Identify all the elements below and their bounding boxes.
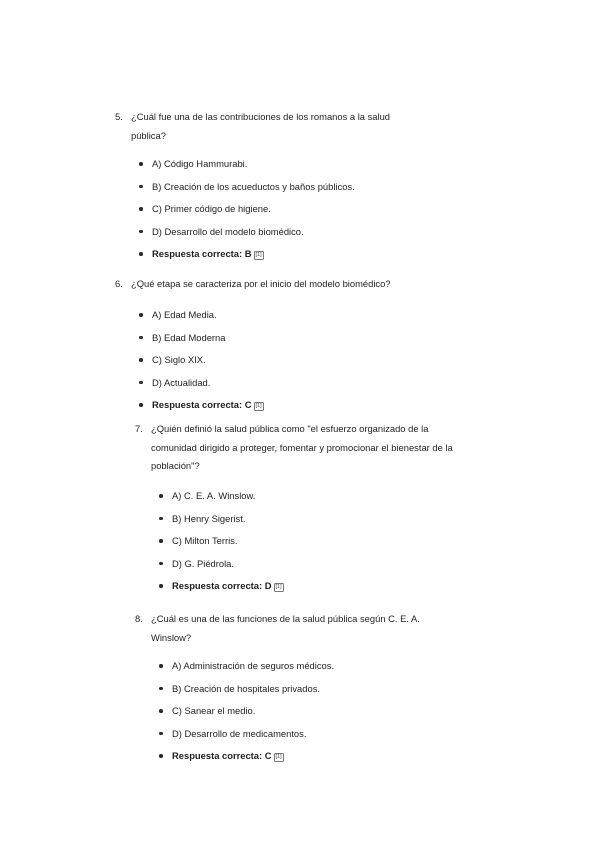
correct-answer (152, 398, 264, 421)
answer-label: Respuesta correcta: C (172, 750, 272, 762)
citation-link[interactable]: [1] (275, 584, 282, 591)
question-number: 5. (115, 111, 123, 122)
option-b: B) Henry Sigerist. (172, 512, 284, 535)
question-text: ¿Qué etapa se caracteriza por el inicio del modelo biomédico? (131, 278, 391, 289)
answer-label: Respuesta correcta: D (172, 580, 272, 592)
question-7 (135, 420, 466, 476)
option-d: D) G. Piédrola. (172, 557, 284, 580)
option-c: C) Siglo XIX. (152, 353, 264, 376)
option-a: A) Código Hammurabi. (152, 157, 355, 180)
option-b: B) Creación de los acueductos y baños públicos. (152, 180, 355, 203)
citation-link[interactable]: [1] (255, 403, 262, 410)
citation-link[interactable]: [1] (255, 252, 262, 259)
option-c: C) Sanear el medio. (172, 704, 334, 727)
option-d: D) Desarrollo de medicamentos. (172, 727, 334, 750)
option-c: C) Primer código de higiene. (152, 202, 355, 225)
question-5 (115, 108, 416, 145)
question-number: 7. (135, 423, 143, 434)
option-d: D) Desarrollo del modelo biomédico. (152, 225, 355, 248)
question-6 (115, 275, 431, 294)
option-a: A) Edad Media. (152, 308, 264, 331)
question-number: 6. (115, 278, 123, 289)
correct-answer (152, 247, 355, 270)
question-text: ¿Cuál es una de las funciones de la salud pública según C. E. A. Winslow? (151, 613, 420, 643)
option-list (152, 157, 355, 270)
option-b: B) Creación de hospitales privados. (172, 682, 334, 705)
citation-link[interactable]: [1] (275, 754, 282, 761)
correct-answer (172, 749, 334, 772)
question-number: 8. (135, 613, 143, 624)
answer-label: Respuesta correcta: B (152, 248, 252, 260)
question-text: ¿Cuál fue una de las contribuciones de los romanos a la salud pública? (131, 111, 391, 141)
option-a: A) C. E. A. Winslow. (172, 489, 284, 512)
option-b: B) Edad Moderna (152, 331, 264, 354)
option-d: D) Actualidad. (152, 376, 264, 399)
question-8 (135, 610, 451, 647)
option-list (152, 308, 264, 421)
option-list (172, 659, 334, 772)
correct-answer (172, 579, 284, 602)
option-list (172, 489, 284, 602)
question-text: ¿Quién definió la salud pública como "el esfuerzo organizado de la comunidad dirigido a proteger, fomentar y promocionar el bienestar de la población"? (151, 423, 453, 471)
answer-label: Respuesta correcta: C (152, 399, 252, 411)
option-a: A) Administración de seguros médicos. (172, 659, 334, 682)
option-c: C) Milton Terris. (172, 534, 284, 557)
